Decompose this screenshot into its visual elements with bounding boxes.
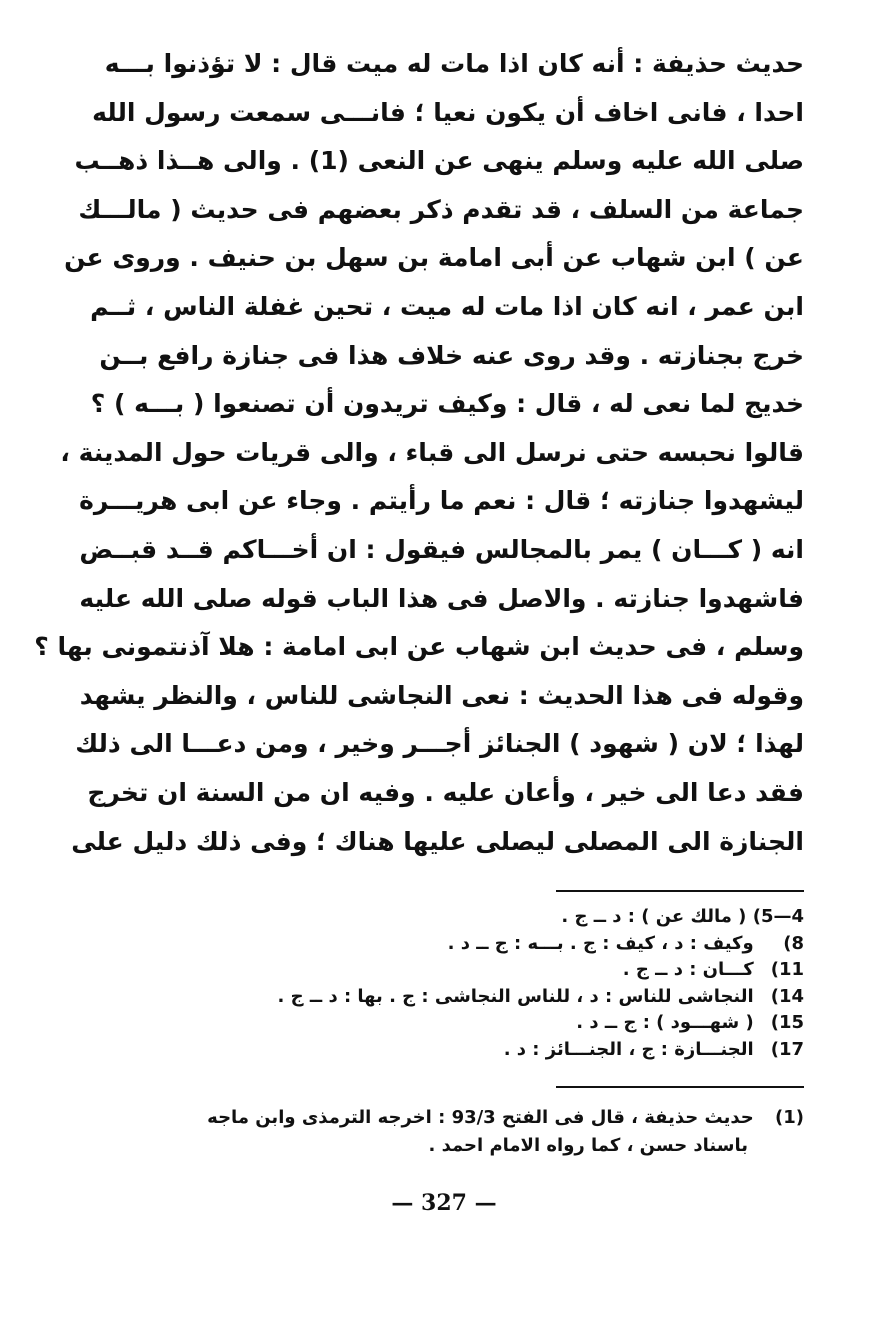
variant-note-text: النجاشى للناس : د ، للناس النجاشى : ج . بها : د ــ ج . xyxy=(277,985,754,1007)
variant-note-number: 11) xyxy=(770,959,804,980)
variant-note xyxy=(144,1010,804,1037)
variant-note xyxy=(144,1037,804,1064)
page-number: — 327 — xyxy=(391,1190,497,1216)
text-line: ابن عمر ، انه كان اذا مات له ميت ، تحين غفلة الناس ، ثــم xyxy=(90,291,804,321)
source-note-text: حديث حذيفة ، قال فى الفتح 93/3 : اخرجه الترمذى وابن ماجه xyxy=(207,1107,754,1128)
text-line: وقوله فى هذا الحديث : نعى النجاشى للناس ، والنظر يشهد xyxy=(79,680,804,710)
text-line: انه ( كـــان ) يمر بالمجالس فيقول : ان أخـــاكم قــد قبــض xyxy=(79,534,804,564)
source-notes xyxy=(124,1104,804,1160)
variant-note-number: 4—5) xyxy=(752,906,804,927)
text-line: ليشهدوا جنازته ؛ قال : نعم ما رأيتم . وجاء عن ابى هريـــرة xyxy=(79,486,804,516)
source-note xyxy=(124,1104,804,1132)
text-line: وسلم ، فى حديث ابن شهاب عن ابى امامة : هلا آذنتمونى بها ؟ xyxy=(34,632,804,662)
text-line: فاشهدوا جنازته . والاصل فى هذا الباب قوله صلى الله عليه xyxy=(79,583,804,613)
text-line: خديج لما نعى له ، قال : وكيف تريدون أن تصنعوا ( بـــه ) ؟ xyxy=(90,389,804,419)
variant-notes xyxy=(144,904,804,1063)
variant-note-number: 15) xyxy=(770,1012,804,1033)
text-line: احدا ، فانى اخاف أن يكون نعيا ؛ فانـــى سمعت رسول الله xyxy=(92,97,804,127)
text-line: صلى الله عليه وسلم ينهى عن النعى (1) . والى هــذا ذهــب xyxy=(74,146,804,176)
variant-note-text: ( مالك عن ) : د ــ ج . xyxy=(561,906,747,927)
text-line: لهذا ؛ لان ( شهود ) الجنائز أجـــر وخير ، ومن دعـــا الى ذلك xyxy=(75,729,804,759)
variant-note-number: 17) xyxy=(770,1038,804,1060)
main-text-block xyxy=(34,40,804,866)
variant-note-text: ( شهـــود ) : ج ــ د . xyxy=(576,1012,754,1033)
text-line: قالوا نحبسه حتى نرسل الى قباء ، والى قريات حول المدينة ، xyxy=(60,437,804,467)
variant-note xyxy=(144,931,804,958)
text-line: الجنازة الى المصلى ليصلى عليها هناك ؛ وفى ذلك دليل على xyxy=(71,826,804,856)
variant-note-number: 8) xyxy=(783,932,804,954)
variant-note-text: الجنـــازة : ج ، الجنـــائز : د . xyxy=(503,1038,754,1060)
source-note-continuation: باسناد حسن ، كما رواه الامام احمد . xyxy=(428,1135,748,1156)
text-line: عن ) ابن شهاب عن أبى امامة بن سهل بن حنيف . وروى عن xyxy=(64,243,804,273)
variant-note xyxy=(144,984,804,1011)
text-line: فقد دعا الى خير ، وأعان عليه . وفيه ان من السنة ان تخرج xyxy=(87,777,804,807)
text-line: جماعة من السلف ، قد تقدم ذكر بعضهم فى حديث ( مالـــك xyxy=(78,194,804,224)
footnote-divider xyxy=(556,890,804,892)
footnote-divider xyxy=(556,1086,804,1088)
variant-note-number: 14) xyxy=(770,985,804,1007)
variant-note-text: كـــان : د ــ ج . xyxy=(622,959,754,980)
variant-note xyxy=(144,904,804,931)
variant-note-text: وكيف : د ، كيف : ج . بـــه : ج ــ د . xyxy=(447,932,754,954)
text-line: حديث حذيفة : أنه كان اذا مات له ميت قال : لا تؤذنوا بـــه xyxy=(104,49,804,78)
source-note-number: (1) xyxy=(775,1107,804,1128)
variant-note xyxy=(144,957,804,984)
text-line: خرج بجنازته . وقد روى عنه خلاف هذا فى جنازة رافع بــن xyxy=(99,340,804,370)
